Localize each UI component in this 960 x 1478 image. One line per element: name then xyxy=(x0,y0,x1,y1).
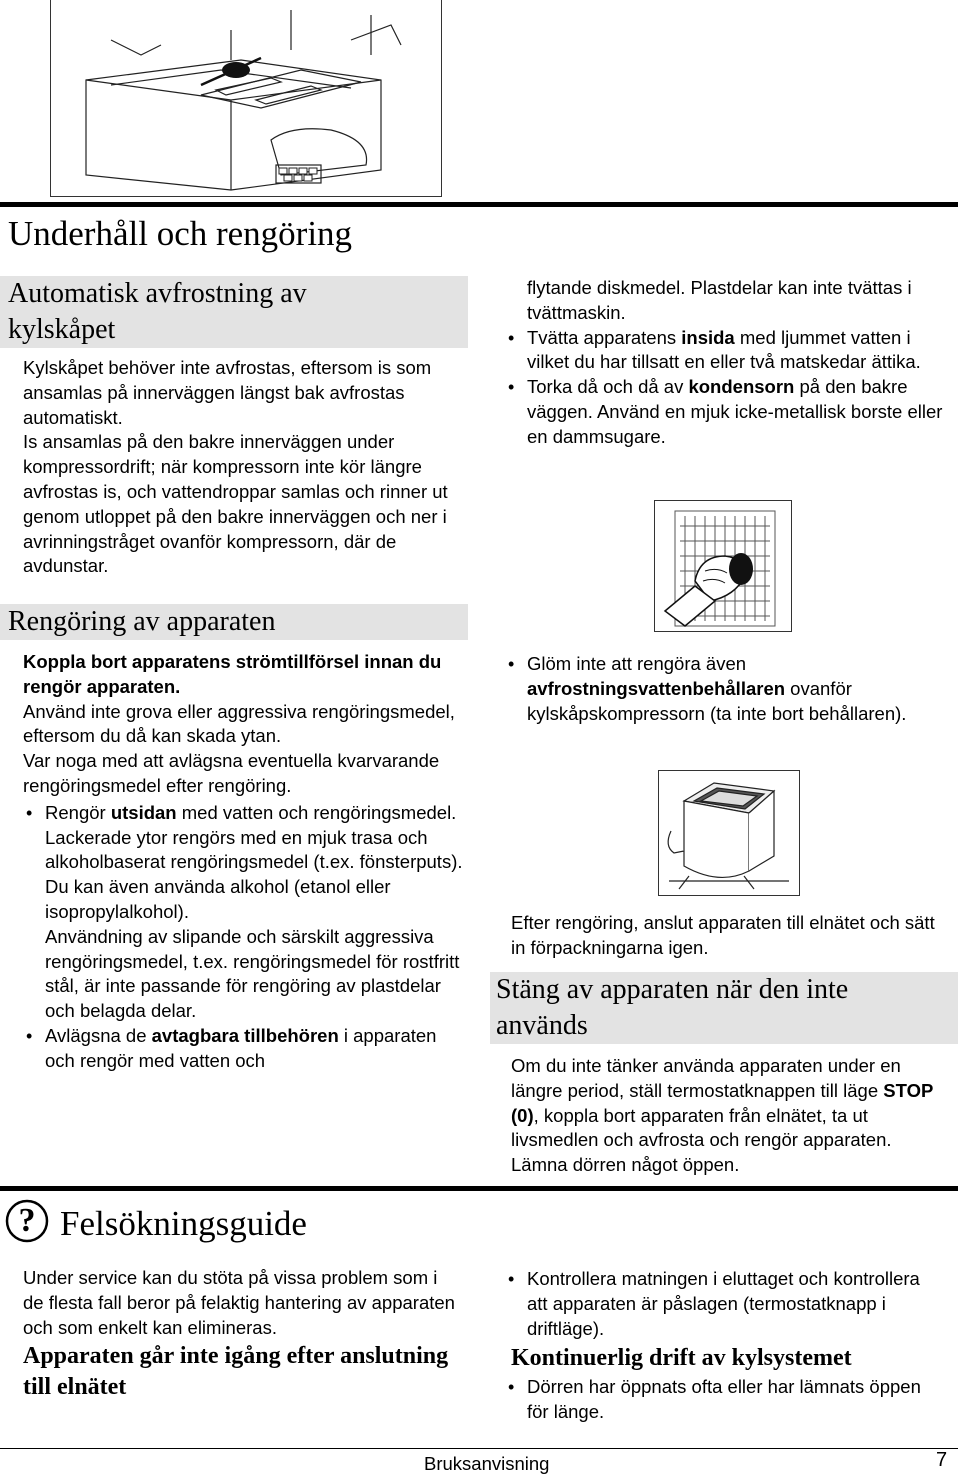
bullet-outside: • Rengör utsidan med vatten och rengöringsmedel. Lackerade ytor rengörs med en mjuk trasa och alkoholbaserat rengöringsmedel (t.ex. fönsterputs). Du kan även använda alkohol (etanol eller isopropylalkohol). Användning av slipande och särskilt aggressiva rengöringsmedel, t.ex. rengöringsmedel för rostfritt stål, är inte passande för rengöring av plastdelar och belagda delar. xyxy=(23,801,463,1024)
bullet-accessories: • Avlägsna de avtagbara tillbehören i apparaten och rengör med vatten och xyxy=(23,1024,463,1074)
page-number: 7 xyxy=(936,1449,948,1471)
trouble-right2 xyxy=(505,1375,945,1425)
compressor-tray-diagram-icon xyxy=(51,0,441,196)
container-illustration xyxy=(658,770,800,896)
cleaning-continued: flytande diskmedel. Plastdelar kan inte tvättas i tvättmaskin. xyxy=(527,277,912,323)
trouble-rule xyxy=(0,1186,958,1191)
condenser-illustration xyxy=(654,500,792,632)
trouble-sub2: Kontinuerlig drift av kylsystemet xyxy=(511,1345,852,1371)
help-icon: ? xyxy=(4,1198,50,1244)
defrost-body xyxy=(23,356,463,579)
bullet-door: • Dörren har öppnats ofta eller har lämnats öppen för länge. xyxy=(505,1375,945,1425)
top-illustration xyxy=(50,0,442,197)
cleaning-p1: Använd inte grova eller aggressiva rengöringsmedel, eftersom du då kan skada ytan. xyxy=(23,700,455,747)
trouble-intro: Under service kan du stöta på vissa problem som i de flesta fall beror på felaktig hantering av apparaten och som enkelt kan elimineras. xyxy=(23,1267,455,1338)
defrost-heading: Automatisk avfrostning av kylskåpet xyxy=(0,276,468,348)
bullet-outside-sub: Lackerade ytor rengörs med en mjuk trasa och alkoholbaserat rengöringsmedel (t.ex. fönsterputs). Du kan även använda alkohol (etanol eller isopropylalkohol). xyxy=(45,826,463,922)
cleaning-body xyxy=(23,650,463,1074)
after-cleaning: Efter rengöring, anslut apparaten till elnätet och sätt in förpackningarna igen. xyxy=(511,912,935,958)
cleaning-right-body xyxy=(505,276,945,450)
trouble-sub1: Apparaten går inte igång efter anslutning till elnätet xyxy=(23,1343,449,1400)
footer-rule xyxy=(0,1448,958,1449)
standby-heading: Stäng av apparaten när den inte används xyxy=(490,972,958,1044)
standby-body: Om du inte tänker använda apparaten under en längre period, ställ termostatknappen till läge STOP (0), koppla bort apparaten från elnätet, ta ut livsmedlen och avfrosta och rengör apparaten. Lämna dörren något öppen. xyxy=(511,1055,933,1176)
defrost-para2: Is ansamlas på den bakre innerväggen under kompressordrift; när kompressorn inte kör längre avfrostas is, och vattendroppar samlas och rinner ut genom utloppet på den bakre innerväggen och ner i avrinningstråget ovanför kompressorn, där de avdunstar. xyxy=(23,431,448,577)
defrost-water-container-icon xyxy=(659,771,799,895)
page-title: Underhåll och rengöring xyxy=(8,214,353,253)
bullet-inside: • Tvätta apparatens insida med ljummet vatten i vilket du har tillsatt en eller två matskedar ättika. xyxy=(505,326,945,376)
bullet-container: • Glöm inte att rengöra även avfrostningsvattenbehållaren ovanför kylskåpskompressorn (ta inte bort behållaren). xyxy=(505,652,945,726)
cleaning-p2: Var noga med att avlägsna eventuella kvarvarande rengöringsmedel efter rengöring. xyxy=(23,750,440,796)
trouble-heading: Felsökningsguide xyxy=(60,1204,307,1243)
bullet-outside-sub2: Användning av slipande och särskilt aggressiva rengöringsmedel, t.ex. rengöringsmedel för rostfritt stål, är inte passande för rengöring av plastdelar och belagda delar. xyxy=(45,925,460,1022)
cleaning-heading: Rengöring av apparaten xyxy=(0,604,468,640)
title-rule xyxy=(0,202,958,207)
bullet-condenser: • Torka då och då av kondensorn på den bakre väggen. Använd en mjuk icke-metallisk borste eller en dammsugare. xyxy=(505,375,945,449)
defrost-para: Kylskåpet behöver inte avfrostas, eftersom is som ansamlas på innerväggen längst bak avfrostas automatiskt. xyxy=(23,357,432,428)
bullet-power-check: • Kontrollera matningen i eluttaget och kontrollera att apparaten är påslagen (termostatknapp i driftläge). xyxy=(505,1267,945,1341)
footer-label: Bruksanvisning xyxy=(424,1453,550,1474)
cleaning-right-body2 xyxy=(505,652,945,726)
trouble-right xyxy=(505,1267,945,1341)
cleaning-warning: Koppla bort apparatens strömtillförsel innan du rengör apparaten. xyxy=(23,651,442,697)
condenser-cleaning-hand-icon xyxy=(655,501,791,631)
